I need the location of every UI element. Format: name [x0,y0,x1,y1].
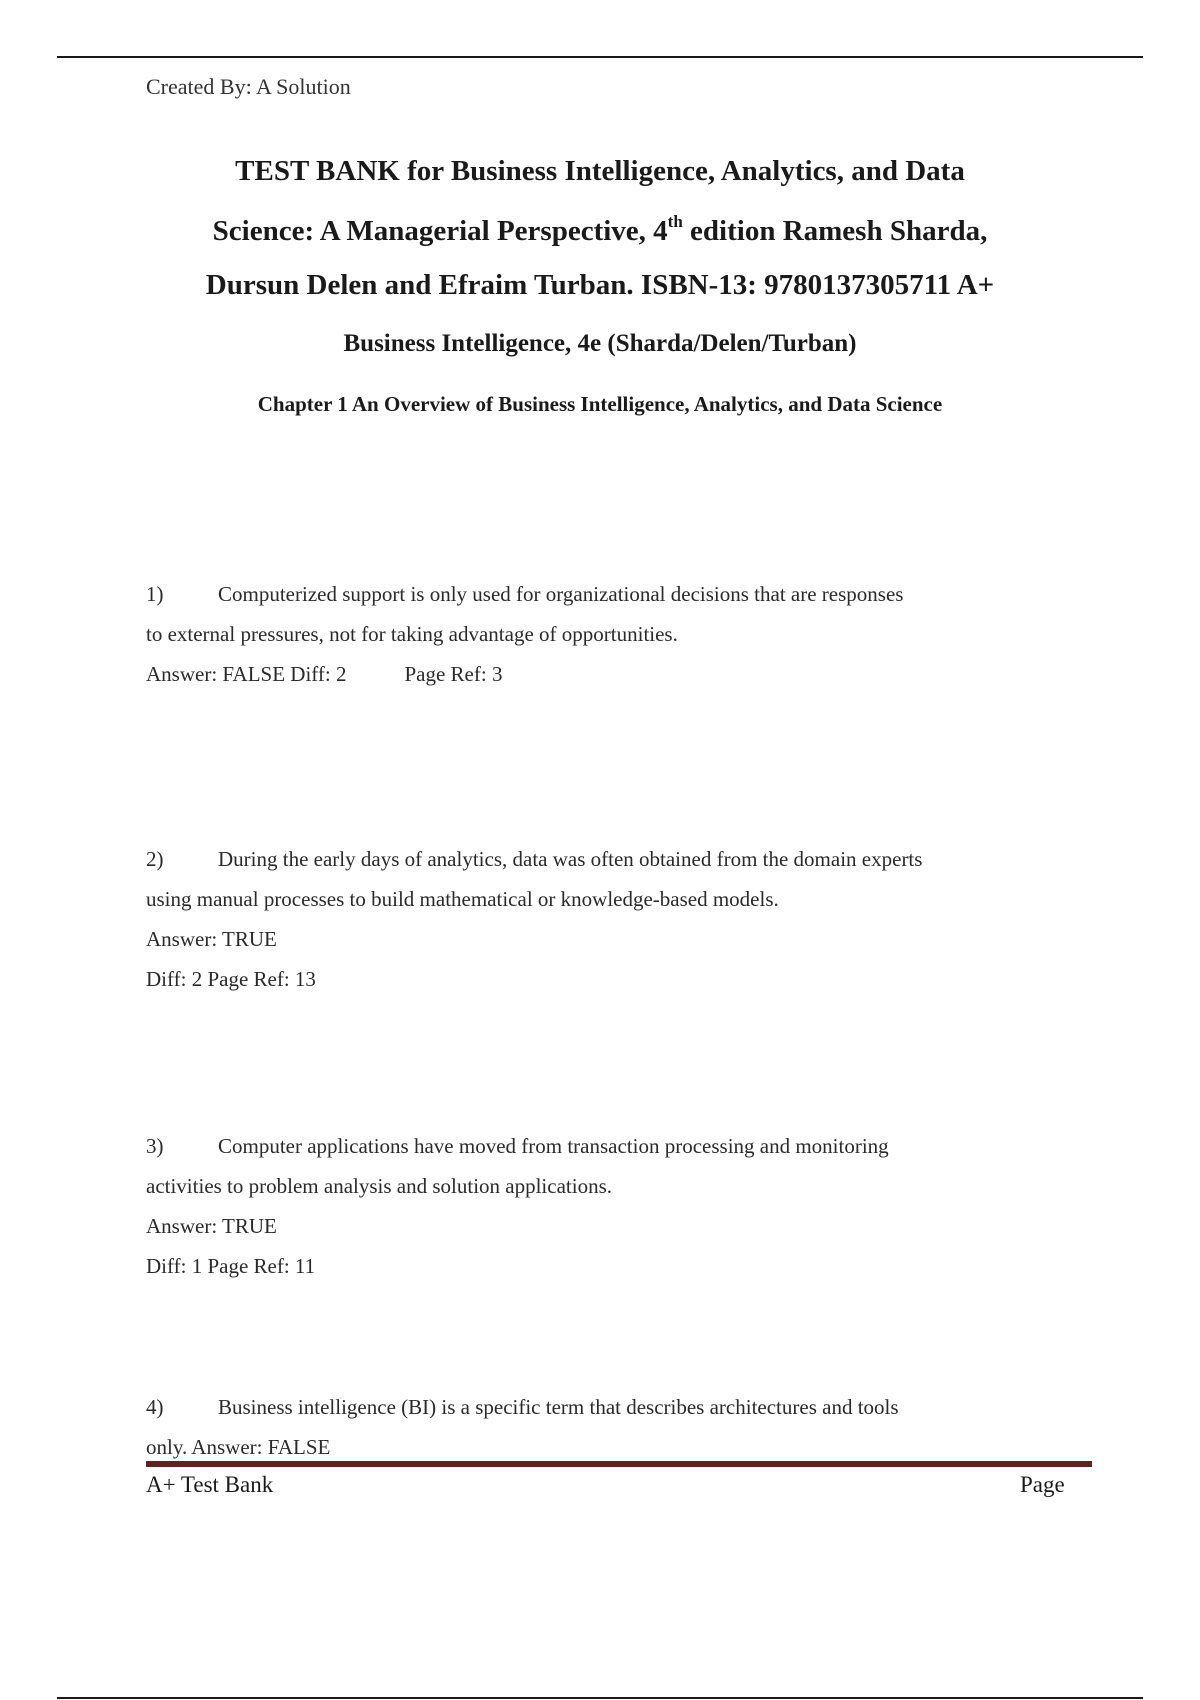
question-2-meta: Diff: 2 Page Ref: 13 [146,967,316,991]
footer-left-text: A+ Test Bank [146,1472,274,1497]
question-number: 4) [146,1395,164,1419]
footer-page-label: Page [1020,1472,1065,1497]
question-3-line-1 [146,1126,1066,1166]
title-line-2 [120,212,1080,247]
top-rule [57,56,1143,58]
title-line-1: TEST BANK for Business Intelligence, Analytics, and Data [235,155,965,187]
question-2-line-2: using manual processes to build mathematical or knowledge-based models. [146,887,779,911]
created-by-label: Created By: A Solution [146,74,351,99]
title-line-2-start: Science: A Managerial Perspective, 4 [212,215,668,247]
question-3-line-2: activities to problem analysis and solution applications. [146,1174,612,1198]
bottom-rule [57,1697,1143,1699]
question-4-line-1 [146,1387,1066,1427]
question-1 [146,574,1066,694]
question-1-line-2: to external pressures, not for taking advantage of opportunities. [146,622,678,646]
question-text: Business intelligence (BI) is a specific term that describes architectures and tools [218,1395,899,1419]
answer-text: Answer: FALSE Diff: 2 [146,662,347,686]
edition-superscript: th [667,212,683,231]
book-subtitle: Business Intelligence, 4e (Sharda/Delen/Turban) [343,330,857,357]
question-4 [146,1387,1066,1467]
question-number: 2) [146,847,164,871]
question-1-answer [146,654,1066,694]
question-text: During the early days of analytics, data was often obtained from the domain experts [218,847,923,871]
question-number: 3) [146,1134,164,1158]
question-3 [146,1126,1066,1286]
page-ref-text: Page Ref: 3 [404,662,503,686]
question-2-answer: Answer: TRUE [146,927,277,951]
question-3-answer: Answer: TRUE [146,1214,277,1238]
question-text: Computer applications have moved from transaction processing and monitoring [218,1134,889,1158]
question-1-line-1 [146,574,1066,614]
question-number: 1) [146,582,164,606]
question-text: Computerized support is only used for organizational decisions that are responses [218,582,904,606]
chapter-heading: Chapter 1 An Overview of Business Intelligence, Analytics, and Data Science [257,392,943,416]
footer-rule [146,1461,1092,1467]
question-2-line-1 [146,839,1066,879]
question-2 [146,839,1066,999]
title-line-2-end: edition Ramesh Sharda, [682,215,988,247]
title-line-3: Dursun Delen and Efraim Turban. ISBN-13: 9780137305711 A+ [205,269,995,301]
question-3-meta: Diff: 1 Page Ref: 11 [146,1254,316,1278]
question-4-line-2: only. Answer: FALSE [146,1435,331,1459]
